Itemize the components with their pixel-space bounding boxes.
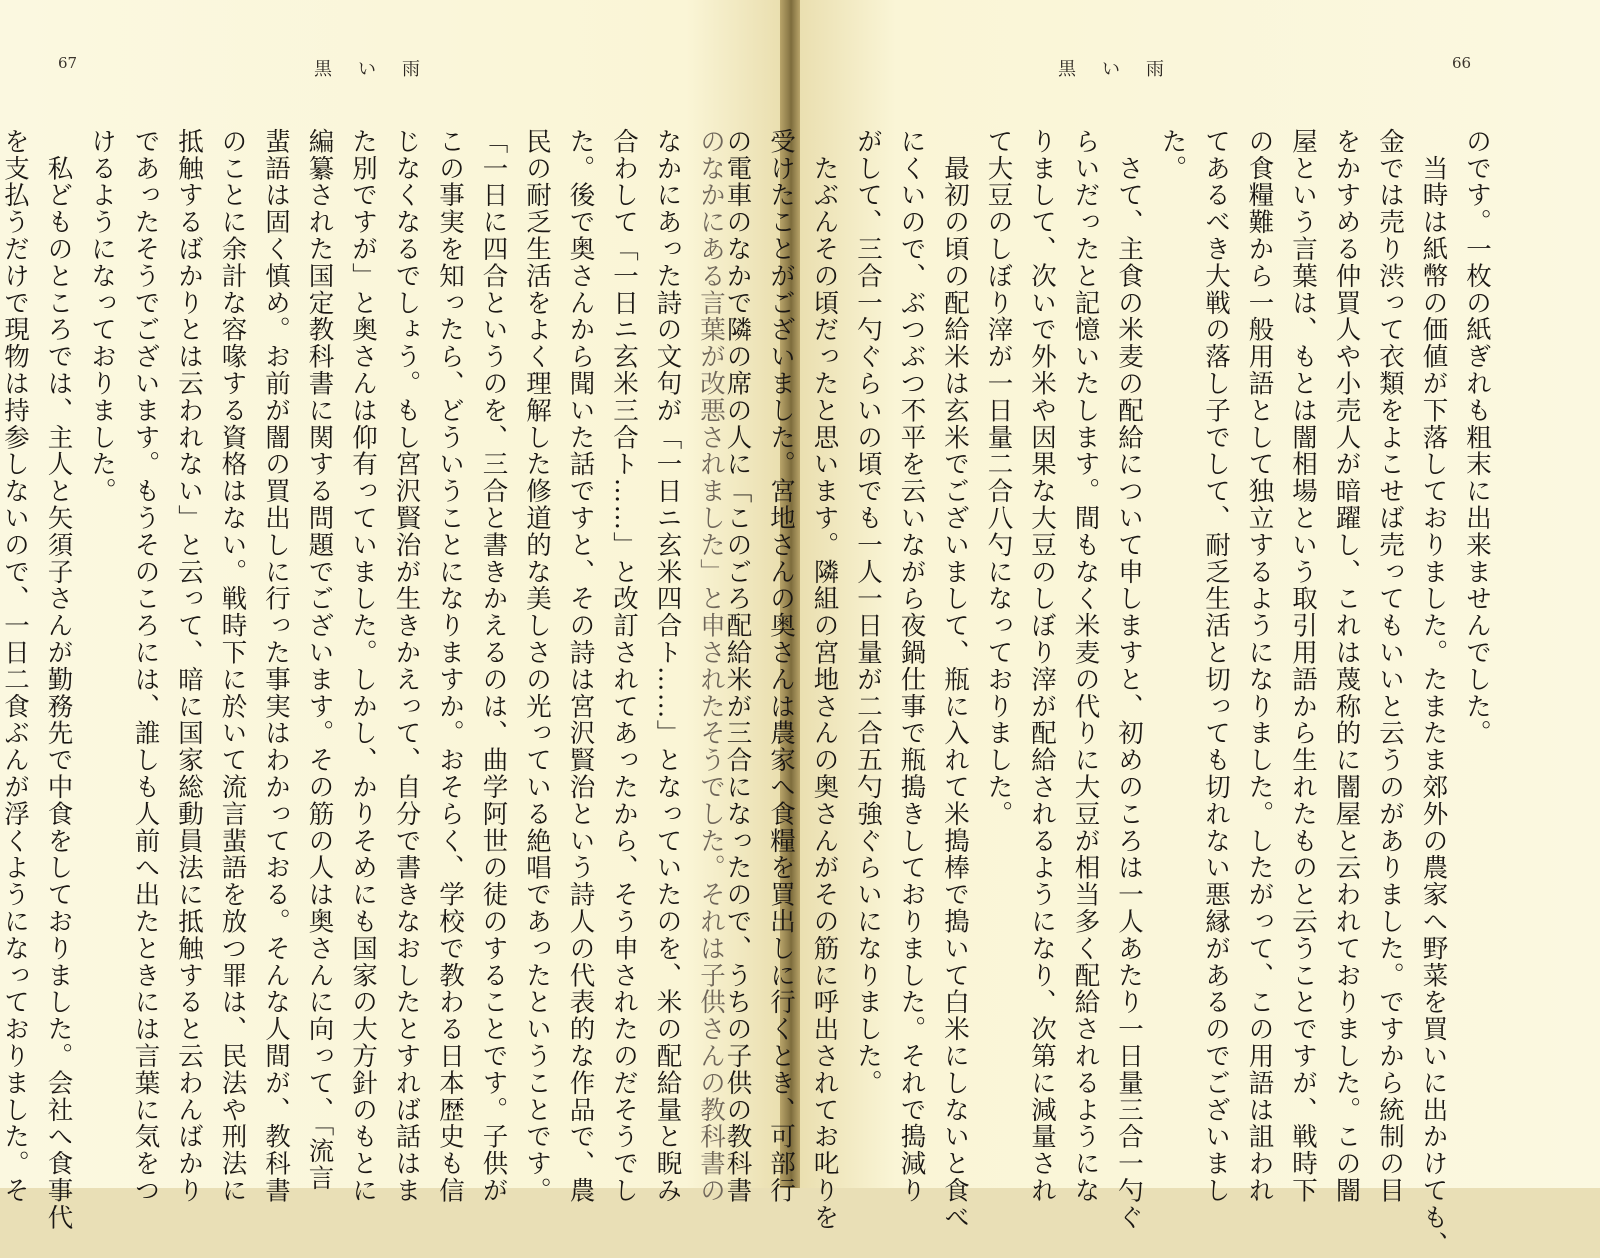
text-line: 編纂された国定教科書に関する問題でございます。その筋の人は奥さんに向って、「流言 — [304, 128, 335, 1192]
text-line: この事実を知ったら、どういうことになりますか。おそらく、学校で教わる日本歴史も信 — [435, 128, 465, 1204]
text-line: のことに余計な容喙する資格はない。戦時下に於いて流言蜚語を放つ罪は、民法や刑法に — [217, 128, 248, 1204]
text-line: の食糧難から一般用語として独立するようになりました。したがって、この用語は詛われ — [1244, 128, 1275, 1204]
page-number-left: 67 — [58, 54, 78, 72]
text-line: 屋という言葉は、もとは闇相場という取引用語から生れたものと云うことですが、戦時下 — [1288, 128, 1318, 1204]
right-page-text — [715, 128, 1498, 1258]
text-line: であったそうでございます。もうそのころには、誰しも人前へ出たときには言葉に気をつ — [130, 128, 161, 1204]
text-line: 合わして「一日ニ玄米三合ト……」と改訂されてあったから、そう申されたのだそうでし — [609, 128, 639, 1204]
text-line: 民の耐乏生活をよく理解した修道的な美しさの光っている絶唱であったということです。 — [522, 128, 552, 1204]
text-line: 抵触するばかりとは云われない」と云って、暗に国家総動員法に抵触すると云わんばかり — [174, 128, 204, 1204]
running-head-left: 黒い雨 — [314, 59, 446, 80]
text-line: 私どものところでは、主人と矢須子さんが勤務先で中食をしておりました。会社へ食事代 — [43, 128, 74, 1231]
text-line: がして、三合一勺ぐらいの頃でも一人一日量が二合五勺強ぐらいになりました。 — [853, 128, 883, 1097]
text-line: てあるべき大戦の落し子でして、耐乏生活と切っても切れない悪縁があるのでございまし — [1201, 128, 1231, 1204]
text-line: なかにあった詩の文句が「一日ニ玄米四合ト……」となっていたのを、米の配給量と睨み — [652, 128, 683, 1204]
text-line: た。 — [1157, 128, 1188, 182]
text-line: 当時は紙幣の価値が下落しておりました。たまたま郊外の農家へ野菜を買いに出かけても、 — [1418, 128, 1449, 1258]
text-line: 最初の頃の配給米は玄米でございまして、瓶に入れて米搗棒で搗いて白米にしないと食べ — [940, 128, 970, 1231]
text-line: けるようになっておりました。 — [87, 128, 117, 505]
left-page-text — [0, 128, 732, 1231]
text-line: の電車のなかで隣の席の人に「このごろ配給米が三合になったので、うちの子供の教科書 — [722, 128, 753, 1204]
text-line: 「一日に四合というのを、三合と書きかえるのは、曲学阿世の徒のすることです。子供が — [478, 128, 509, 1204]
text-line: にくいので、ぶつぶつ不平を云いながら夜鍋仕事で瓶搗きしておりました。それで搗減り — [896, 128, 927, 1204]
text-line: りまして、次いで外米や因果な大豆のしぼり滓が配給されるようになり、次第に減量され — [1027, 128, 1057, 1204]
text-line: 受けたことがございました。宮地さんの奥さんは農家へ食糧を買出しに行くとき、可部行 — [766, 128, 796, 1204]
text-line: 金では売り渋って衣類をよこせば売ってもいいと云うのがありました。ですから統制の目 — [1375, 128, 1405, 1204]
text-line: たぶんその頃だったと思います。隣組の宮地さんの奥さんがその筋に呼出されてお叱りを — [809, 128, 840, 1231]
text-line: のです。一枚の紙ぎれも粗末に出来ませんでした。 — [1462, 128, 1492, 747]
text-line: た別ですが」と奥さんは仰有っていました。しかし、かりそめにも国家の大方針のもとに — [348, 128, 378, 1204]
text-line: て大豆のしぼり滓が一日量二合八勺になっておりました。 — [983, 128, 1014, 828]
text-line: さて、主食の米麦の配給について申しますと、初めのころは一人あたり一日量三合一勺ぐ — [1114, 128, 1144, 1231]
running-head-right: 黒い雨 — [1058, 59, 1190, 80]
page-number-right: 66 — [1452, 54, 1472, 72]
text-line: のなかにある言葉が改悪されました」と申されたそうでした。それは子供さんの教科書の — [696, 128, 726, 1204]
right-page — [722, 0, 1600, 1258]
text-line: 蜚語は固く慎め。お前が闇の買出しに行った事実はわかっておる。そんな人間が、教科書 — [261, 128, 291, 1204]
text-line: を支払うだけで現物は持参しないので、一日二食ぶんが浮くようになっておりました。そ — [0, 128, 30, 1204]
text-line: らいだったと記憶いたします。間もなく米麦の代りに大豆が相当多く配給されるようにな — [1070, 128, 1101, 1204]
text-line: じなくなるでしょう。もし宮沢賢治が生きかえって、自分で書きなおしたとすれば話はま — [391, 128, 422, 1204]
text-line: をかすめる仲買人や小売人が暗躍し、これは蔑称的に闇屋と云われておりました。この闇 — [1331, 128, 1362, 1204]
left-page — [0, 0, 780, 1231]
text-line: た。後で奥さんから聞いた話ですと、その詩は宮沢賢治という詩人の代表的な作品で、農 — [565, 128, 596, 1204]
